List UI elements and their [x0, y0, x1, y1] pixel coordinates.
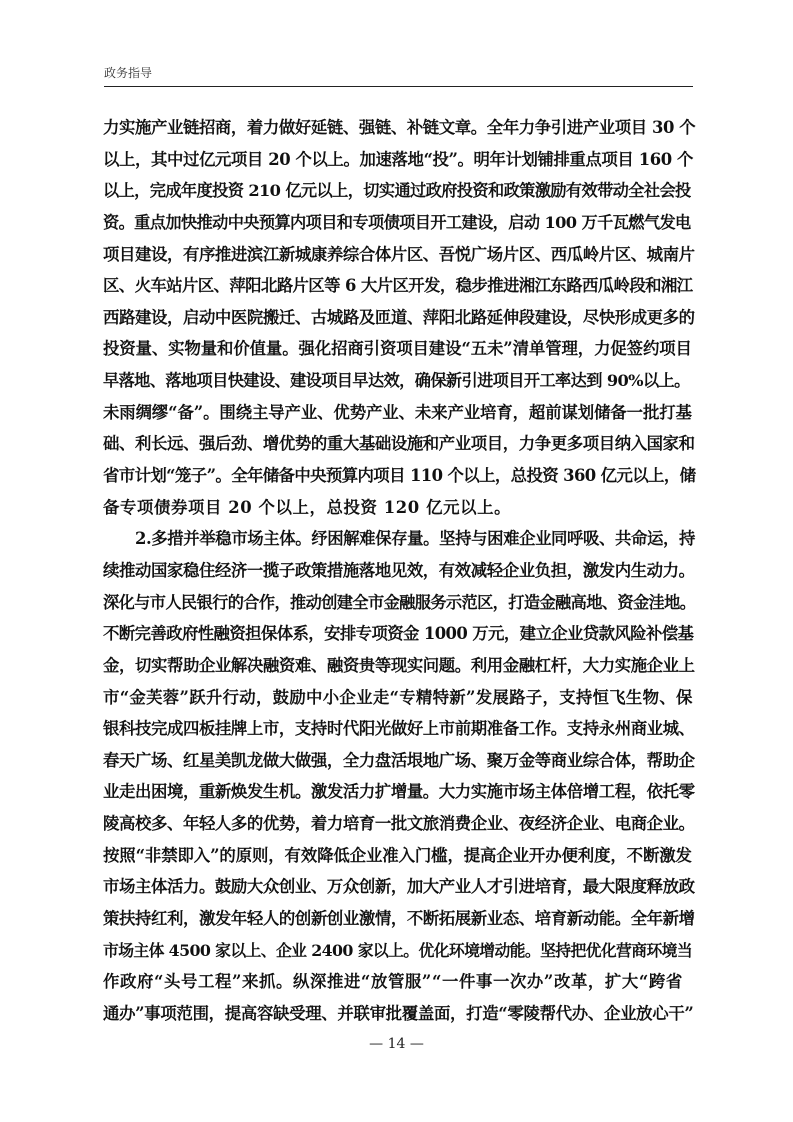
text-line: 力实施产业链招商，着力做好延链、强链、补链文章。全年力争引进产业项目 30 个 [103, 118, 696, 137]
text-line: 业走出困境，重新焕发生机。激发活力扩增量。大力实施市场主体倍增工程，依托零 [103, 782, 695, 802]
text-line: 2.多措并举稳市场主体。纾困解难保存量。坚持与困难企业同呼吸、共命运，持 [103, 529, 695, 549]
text-line: 早落地、落地项目快建设、建设项目早达效，确保新引进项目开工率达到 90%以上。 [103, 371, 690, 391]
text-line: 按照“非禁即入”的原则，有效降低企业准入门槛，提高企业开办便利度，不断激发 [103, 845, 692, 865]
text-line: 以上，完成年度投资 210 亿元以上，切实通过政府投资和政策激励有效带动全社会投 [103, 181, 691, 201]
text-line: 续推动国家稳住经济一揽子政策措施落地见效，有效减轻企业负担，激发内生动力。 [103, 560, 695, 580]
text-line: 通办”事项范围，提高容缺受理、并联审批覆盖面，打造“零陵帮代办、企业放心干” [103, 1003, 694, 1023]
text-line: 省市计划“笼子”。全年储备中央预算内项目 110 个以上，总投资 360 亿元以上，储 [103, 466, 696, 486]
text-line: 未雨绸缪“备”。围绕主导产业、优势产业、未来产业培育，超前谋划储备一批打基 [103, 402, 692, 422]
text-line: 市场主体活力。鼓励大众创业、万众创新，加大产业人才引进培育，最大限度释放政 [103, 877, 695, 897]
body-text [103, 112, 695, 1030]
page-number: — 14 — [369, 1036, 424, 1052]
text-line: 深化与市人民银行的合作，推动创建全市金融服务示范区，打造金融高地、资金洼地。 [103, 592, 696, 612]
text-line: 不断完善政府性融资担保体系，安排专项资金 1000 万元，建立企业贷款风险补偿基 [103, 624, 694, 644]
text-line: 银科技完成四板挂牌上市，支持时代阳光做好上市前期准备工作。支持永州商业城、 [103, 719, 695, 739]
text-line: 市“金芙蓉”跃升行动，鼓励中小企业走“专精特新”发展路子，支持恒飞生物、保 [103, 687, 693, 707]
text-line: 以上，其中过亿元项目 20 个以上。加速落地“投”。明年计划铺排重点项目 160 个 [103, 149, 694, 169]
text-line: 投资量、实物量和价值量。强化招商引资项目建设“五未”清单管理，力促签约项目 [103, 339, 692, 359]
header-divider [104, 86, 693, 87]
text-line: 陵高校多、年轻人多的优势，着力培育一批文旅消费企业、夜经济企业、电商企业。 [103, 814, 695, 834]
text-line: 作政府“头号工程”来抓。纵深推进“放管服”“一件事一次办”改革，扩大“跨省 [103, 972, 683, 992]
text-line: 区、火车站片区、萍阳北路片区等 6 大片区开发，稳步推进湘江东路西瓜岭段和湘江 [103, 276, 693, 296]
text-line: 础、利长远、强后劲、增优势的重大基础设施和产业项目，力争更多项目纳入国家和 [103, 434, 695, 454]
text-line: 市场主体 4500 家以上、企业 2400 家以上。优化环境增动能。坚持把优化营商环境当 [103, 940, 693, 960]
text-line: 项目建设，有序推进滨江新城康养综合体片区、吾悦广场片区、西瓜岭片区、城南片 [103, 244, 695, 264]
header-title: 政务指导 [104, 66, 153, 80]
text-line: 春天广场、红星美凯龙做大做强，全力盘活垠地广场、聚万金等商业综合体，帮助企 [103, 750, 695, 770]
text-line: 西路建设，启动中医院搬迁、古城路及匝道、萍阳北路延伸段建设，尽快形成更多的 [103, 307, 695, 327]
text-line: 资。重点加快推动中央预算内项目和专项债项目开工建设，启动 100 万千瓦燃气发电 [103, 212, 691, 232]
text-line: 备专项债券项目 20 个以上，总投资 120 亿元以上。 [103, 497, 512, 517]
text-line: 金，切实帮助企业解决融资难、融资贵等现实问题。利用金融杠杆，大力实施企业上 [103, 655, 695, 675]
text-line: 策扶持红利，激发年轻人的创新创业激情，不断拓展新业态、培育新动能。全年新增 [103, 909, 695, 929]
